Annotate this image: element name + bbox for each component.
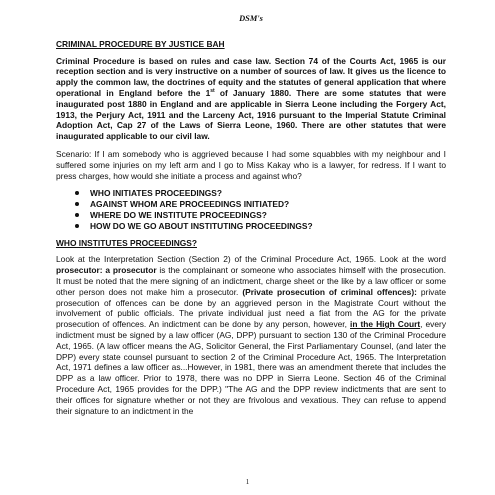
intro-text-a: Criminal Procedure is based on rules and case law. Section 74 of the Courts Act, 1965 is our reception section and is very instructive on a number of sources of law. It gives us the licence to apply the common law, the doctrines of equity and the statutes of general application that where operational in England before the 1 (56, 55, 446, 98)
body-text: private prosecution of offences can be done by an aggrieved person in the Magistrate Court without the involvement of public officials. The private individual just need a fiat from the AG for the private prosecution of offences. An indictment can be done by any person, however, (56, 286, 447, 330)
running-header: DSM's (239, 14, 263, 23)
scenario-paragraph: Scenario: If I am somebody who is aggrieved because I had some squabbles with my neighbour and I suffered some injuries on my left arm and I go to Miss Kakay who is a lawyer, for redress. If I want to press charges, how would she initiate a process and against who? (56, 148, 446, 181)
intro-text-b: of January 1880. There are some statutes that were inaugurated post 1880 in England and are applicable in Sierra Leone including the Forgery Act, 1913, the Perjury Act, 1911 and the Larceny Act, 1916 pursuant to the Imperial Statute Criminal Adoption Act, Cap 27 of the Laws of Sierra Leone, 1960. There are other statutes that were inaugurated applicable to our civil law. (56, 87, 446, 142)
ordinal-suffix: st (210, 88, 215, 95)
question-item: AGAINST WHOM ARE PROCEEDINGS INITIATED? (90, 199, 446, 210)
body-bold-term: (Private prosecution of criminal offences): (242, 286, 417, 297)
question-list (56, 188, 446, 231)
document-title: CRIMINAL PROCEDURE BY JUSTICE BAH (56, 38, 225, 49)
body-paragraph (56, 254, 446, 416)
body-bold-term: prosecutor: a prosecutor (56, 265, 157, 276)
document-page (56, 14, 446, 423)
section-heading: WHO INSTITUTES PROCEEDINGS? (56, 237, 197, 248)
page-number: 1 (245, 478, 250, 486)
body-text: , every indictment must be signed by a law officer (AG, DPP) pursuant to section 130 of the Criminal Procedure Act, 1965. (A law officer means the AG, Solicitor General, the First Parliamentary Counsel, (and later the DPP) every state counsel pursuant to section 2 of the Criminal Procedure Act, 1965. The Interpretation Act, 1971 defines a law officer as...However, in 1981, there was an amendment therete that includes the DPP as a law officer. Prior to 1978, there was no DPP in Sierra Leone. Section 46 of the Criminal Procedure Act, 1965 provides for the DPP.) "The AG and the DPP review indictments that are sent to their offices for signature whether or not they are frivolous and vexatious. They can refuse to append their signature to an indictment in the (56, 319, 447, 416)
question-item: HOW DO WE GO ABOUT INSTITUTING PROCEEDINGS? (90, 221, 446, 232)
question-item: WHO INITIATES PROCEEDINGS? (90, 188, 446, 199)
intro-paragraph (56, 56, 446, 142)
body-underlined-term: in the High Court (350, 319, 421, 330)
body-text: is the complainant or someone who associates himself with the prosecution. It must be noted that the mere signing of an indictment, charge sheet or the like by a law officer or some other person does not make him a prosecutor. (56, 265, 447, 297)
question-item: WHERE DO WE INSTITUTE PROCEEDINGS? (90, 210, 446, 221)
body-text: Look at the Interpretation Section (Section 2) of the Criminal Procedure Act, 1965. Look at the word (56, 254, 446, 265)
